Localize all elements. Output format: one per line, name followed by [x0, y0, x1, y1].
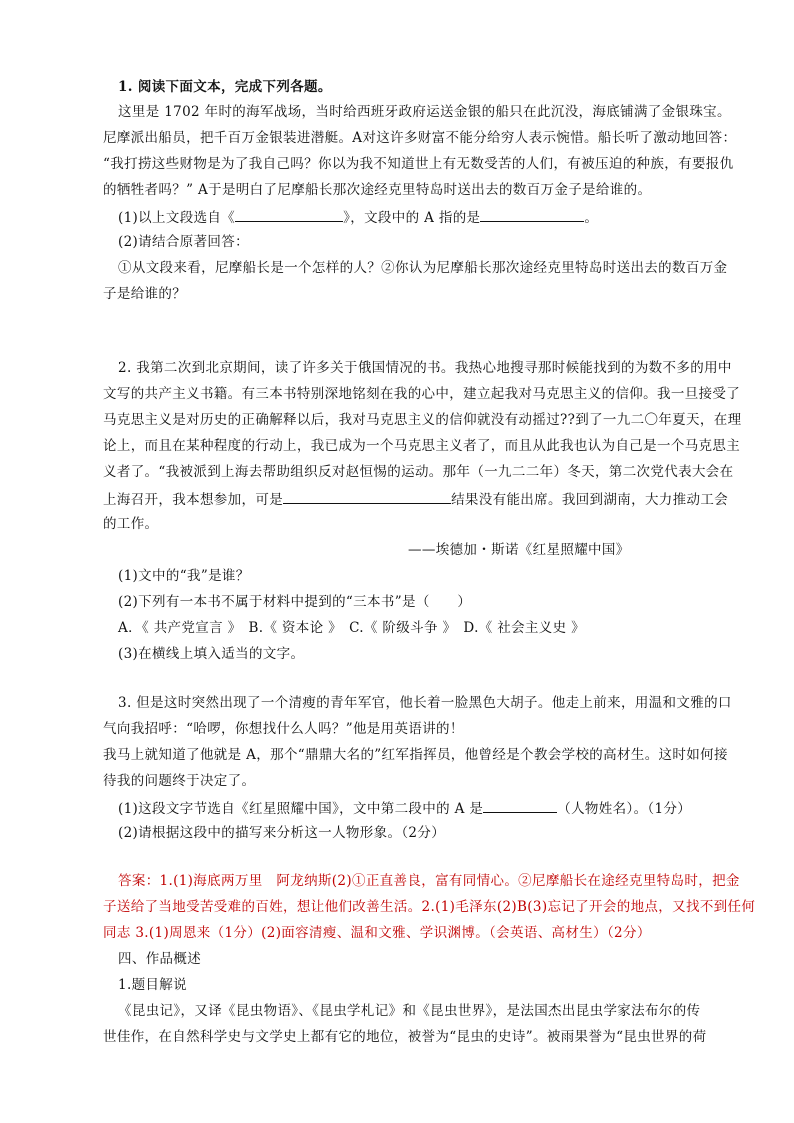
- answer-line: 子送给了当地受苦受难的百姓，想让他们改善生活。2.(1)毛泽东(2)B(3)忘记了开会的地点，又找不到任何: [103, 899, 756, 915]
- q1-subquestion-2-line: ①从文段来看，尼摩船长是一个怎样的人？②你认为尼摩船长那次途经克里特岛时送出去的数百万金: [118, 260, 728, 276]
- q2-paragraph-line: 义者了。“我被派到上海去帮助组织反对赵恒惕的运动。那年（一九二二年）冬天，第二次党代表大会在: [103, 464, 734, 480]
- q2-paragraph-line: 论上，而且在某种程度的行动上，我已成为一个马克思主义者了，而且从此我也认为自己是一个马克思主: [103, 438, 741, 454]
- q2-options: A．《 共产党宣言 》 B.《 资本论 》 C.《 阶级斗争 》 D.《 社会主义史 》: [118, 620, 585, 636]
- q1-paragraph-line: 这里是 1702 年时的海军战场，当时给西班牙政府运送金银的船只在此沉没，海底铺满了金银珠宝。: [118, 104, 731, 120]
- answer-line: 答案：1.(1)海底两万里 阿龙纳斯(2)①正直善良，富有同情心。②尼摩船长在途经克里特岛时，把金: [118, 873, 740, 889]
- q1-subquestion-2-line: 子是给谁的？: [103, 286, 187, 302]
- q2-subquestion-2: (2)下列有一本书不属于材料中提到的“三本书”是（ ）: [118, 594, 472, 610]
- q3-paragraph-line: 我马上就知道了他就是 A，那个“鼎鼎大名的”红军指挥员，他曾经是个教会学校的高材生。这时如何接: [103, 747, 728, 763]
- section-paragraph-line: 世佳作，在自然科学史与文学史上都有它的地位，被誉为“昆虫的史诗”。被雨果誉为“昆虫世界的荷: [103, 1029, 707, 1045]
- q2-source-citation: ——埃德加・斯诺《红星照耀中国》: [408, 542, 630, 558]
- q3-sub1-text-b: （人物姓名）。（1分）: [557, 801, 692, 817]
- answer-line: 同志 3.(1)周恩来（1分）(2)面容清瘦、温和文雅、学识渊博。（会英语、高材生）（2分）: [103, 925, 651, 941]
- q2-paragraph-line: 的工作。: [103, 516, 159, 532]
- book-title-blank: [235, 207, 343, 222]
- section-paragraph-line: 《昆虫记》，又译《昆虫物语》、《昆虫学札记》和《昆虫世界》，是法国杰出昆虫学家法布尔的传: [118, 1003, 701, 1019]
- q3-subquestion-1: [118, 798, 738, 818]
- q3-paragraph-line: 气向我招呼：“哈啰，你想找什么人吗？”他是用英语讲的！: [103, 721, 464, 737]
- q1-title: 1. 阅读下面文本，完成下列各题。: [118, 79, 332, 95]
- fill-in-blank: [283, 489, 451, 504]
- q3-subquestion-2: (2)请根据这段中的描写来分析这一人物形象。（2分）: [118, 825, 446, 841]
- q3-paragraph-line: 3. 但是这时突然出现了一个清瘦的青年军官，他长着一脸黑色大胡子。他走上前来，用温和文雅的口: [118, 695, 732, 711]
- q2-subquestion-1: (1)文中的“我”是谁？: [118, 568, 250, 584]
- q2-paragraph-line: 文写的共产主义书籍。有三本书特别深地铭刻在我的心中，建立起我对马克思主义的信仰。我一旦接受了: [103, 386, 741, 402]
- section-heading: 四、作品概述: [118, 951, 202, 967]
- q1-paragraph-line: “我打捞这些财物是为了我自己吗？你以为我不知道世上有无数受苦的人们，有被压迫的种族，有要报仇: [103, 156, 734, 172]
- character-a-blank: [480, 207, 584, 222]
- q1-sub1-text-c: 。: [584, 210, 599, 226]
- q3-paragraph-line: 待我的问题终于决定了。: [103, 773, 256, 789]
- q2-subquestion-3: (3)在横线上填入适当的文字。: [118, 646, 305, 662]
- q3-sub1-text-a: (1)这段文字节选自《红星照耀中国》，文中第二段中的 A 是: [118, 801, 484, 817]
- q2-p6-text-b: 结果没有能出席。我回到湖南，大力推动工会: [451, 492, 729, 508]
- q1-subquestion-1: [118, 207, 738, 227]
- q1-paragraph-line: 尼摩派出船员，把千百万金银装进潜艇。A对这许多财富不能分给穷人表示惋惜。船长听了激动地回答：: [103, 130, 737, 146]
- q1-sub1-text-b: 》，文段中的 A 指的是: [343, 210, 481, 226]
- q2-paragraph-line: 马克思主义是对历史的正确解释以后，我对马克思主义的信仰就没有动摇过??到了一九二〇年夏天，在理: [103, 412, 742, 428]
- q2-paragraph-line: 2. 我第二次到北京期间，读了许多关于俄国情况的书。我热心地搜寻那时候能找到的为数不多的用中: [118, 360, 732, 376]
- person-name-blank: [483, 798, 557, 813]
- section-subheading: 1.题目解说: [118, 977, 187, 993]
- q1-paragraph-line: 的牺牲者吗？” A于是明白了尼摩船长那次途经克里特岛时送出去的数百万金子是给谁的。: [103, 182, 652, 198]
- q1-sub1-text-a: (1)以上文段选自《: [118, 210, 236, 226]
- q1-subquestion-2: (2)请结合原著回答：: [118, 234, 249, 250]
- q2-p6-text-a: 上海召开，我本想参加，可是: [103, 492, 284, 508]
- q2-paragraph-line-with-blank: [103, 489, 729, 509]
